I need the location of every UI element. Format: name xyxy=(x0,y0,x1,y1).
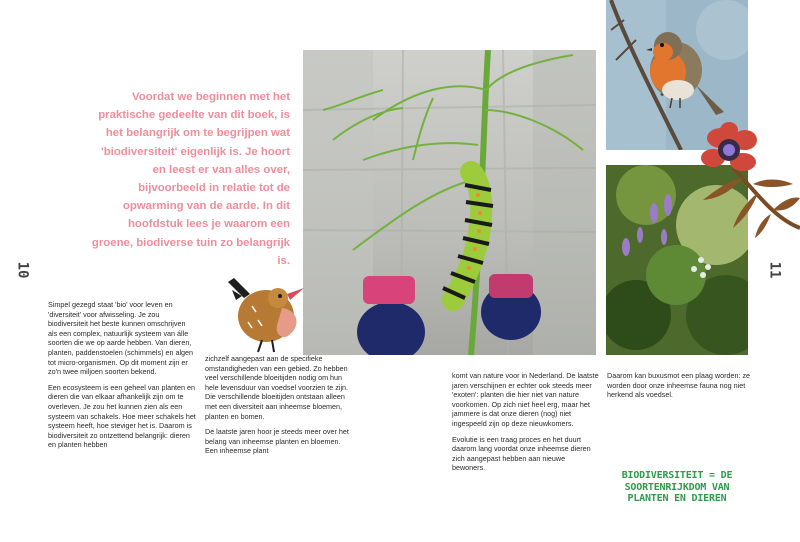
bird-illustration xyxy=(222,276,312,356)
paragraph: Daarom kan buxusmot een plaag worden: ze worden door onze inheemse fauna nog niet herkend als voedsel. xyxy=(607,371,751,400)
intro-paragraph: Voordat we beginnen met het praktische gedeelte van dit boek, is het belangrijk om te begrijpen wat 'biodiversiteit' eigenlijk is. Je hoort en leest er van alles over, bijvoorbeeld in relatie tot de opwarming van de aarde. In dit hoofdstuk lees je waarom een groene, biodiverse tuin zo belangrijk is. xyxy=(91,91,290,267)
paragraph: Simpel gezegd staat 'bio' voor leven en 'diversiteit' voor afwisseling. Je zou biodiversiteit het beste kunnen omschrijven als een complex, natuurlijk systeem van álle soorten die we op aarde hebben. Van dieren, planten, paddenstoelen (schimmels) en algen tot micro-organismen. Op dit moment zijn er zo'n twee miljoen soorten bekend. xyxy=(48,300,194,377)
page-number-left: 10 xyxy=(14,261,31,279)
text-column-4 xyxy=(607,371,757,406)
flower-illustration xyxy=(693,118,800,238)
text-column-3 xyxy=(452,371,600,479)
caterpillar-photo xyxy=(303,50,596,355)
paragraph: De laatste jaren hoor je steeds meer over het belang van inheemse planten en bloemen. Een inheemse plant xyxy=(205,427,349,456)
page-number-right: 11 xyxy=(766,261,783,279)
paragraph: zichzelf aangepast aan de specifieke omstandigheden van een gebied. Zo hebben veel verschillende bloeitijden nodig om hun hele levensduur van voedsel voorzien te zijn. Die verschillende bloeitijden ontstaan alleen met een diversiteit aan inheemse bloemen, planten en bomen. xyxy=(205,354,349,421)
paragraph: komt van nature voor in Nederland. De laatste jaren verschijnen er echter ook steeds meer 'exoten': planten die hier niet van nature voorkomen. Op zich niet heel erg, maar het jammere is dat onze dieren (nog) niet ingespeeld zijn op deze nieuwkomers. xyxy=(452,371,599,428)
text-column-1 xyxy=(48,300,196,456)
paragraph: Evolutie is een traag proces en het duurt daarom lang voordat onze inheemse dieren zich aangepast hebben aan nieuwe bewoners. xyxy=(452,434,591,473)
paragraph: Een ecosysteem is een geheel van planten en dieren die van elkaar afhankelijk zijn om te overleven. Je zou het kunnen zien als een systeem van schakels. Hoe meer schakels het systeem heeft, hoe steviger het is. Daarom is biodiversiteit zo ontzettend belangrijk: dieren en planten hebben xyxy=(48,382,196,450)
text-column-2 xyxy=(205,354,355,462)
biodiversity-callout: BIODIVERSITEIT = DE SOORTENRIJKDOM VAN PLANTEN EN DIEREN xyxy=(621,470,733,504)
